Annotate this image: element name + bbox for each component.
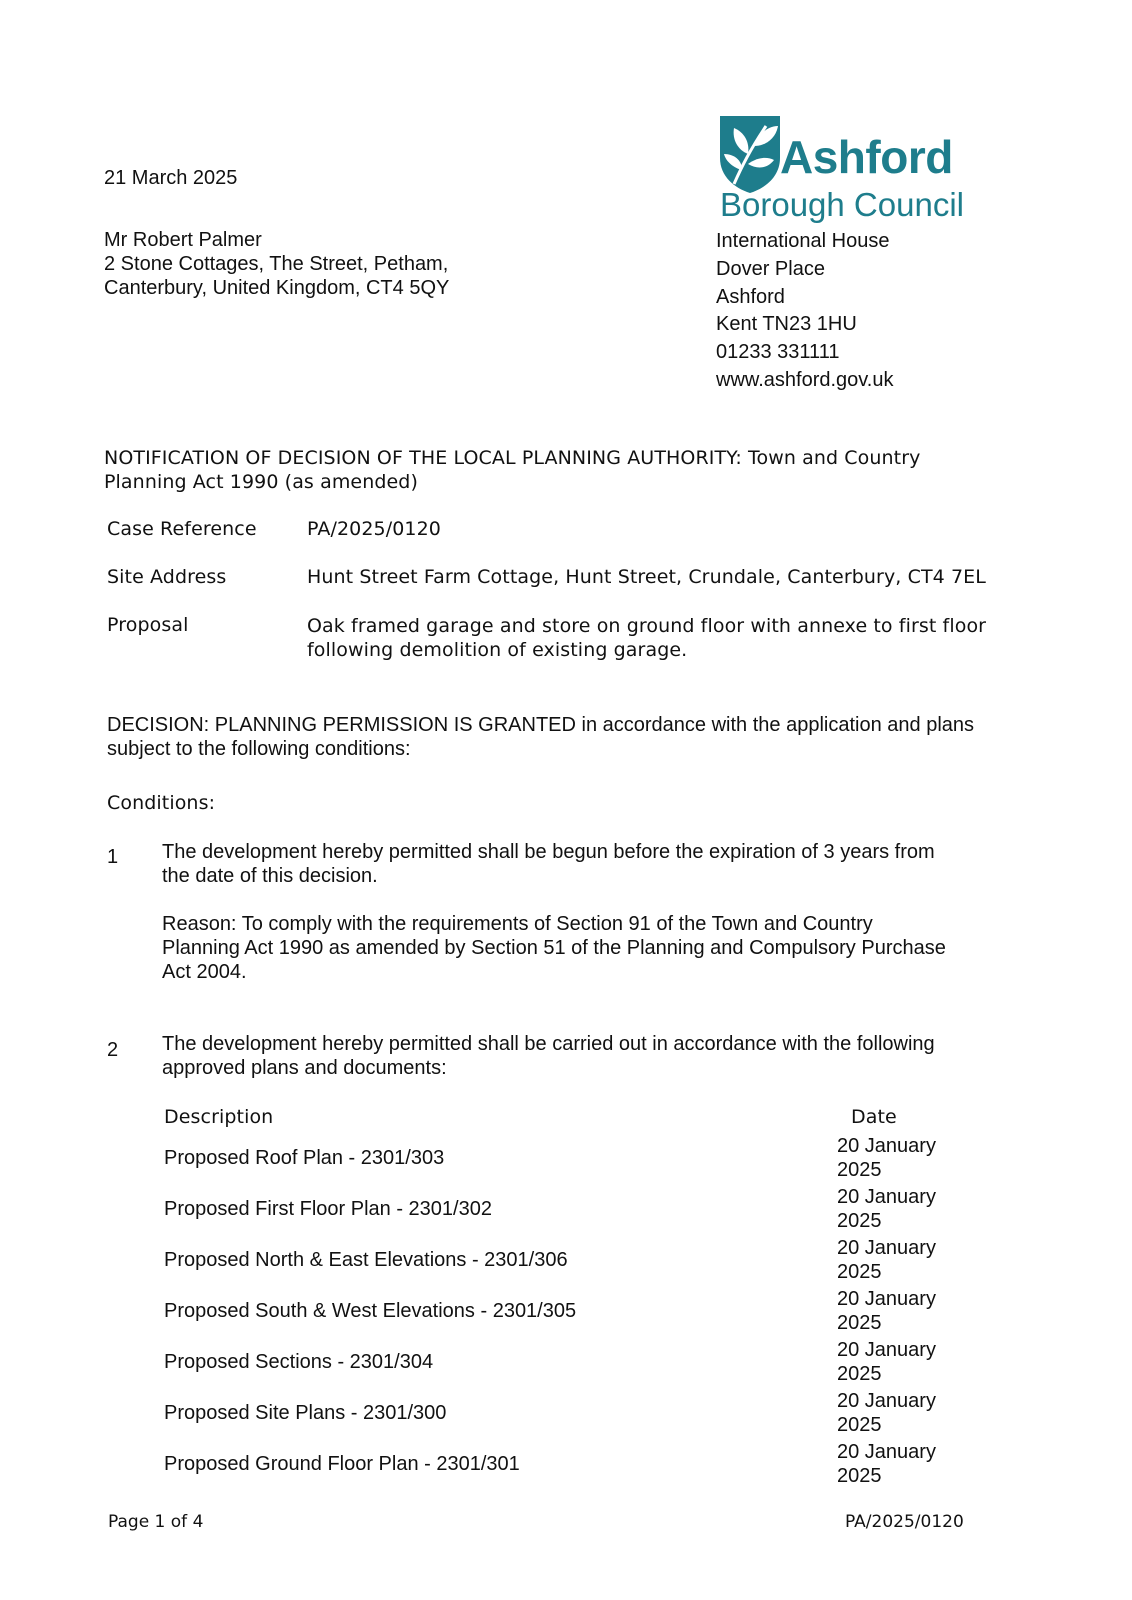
plan-date-line1: 20 January: [837, 1237, 936, 1259]
recipient-name: Mr Robert Palmer: [104, 229, 262, 251]
footer-reference: PA/2025/0120: [845, 1512, 964, 1532]
plans-header-description: Description: [164, 1106, 274, 1128]
table-row: [164, 1236, 1004, 1286]
plan-date-line1: 20 January: [837, 1186, 936, 1208]
table-row: [164, 1338, 1004, 1388]
plans-table: [164, 1134, 1004, 1494]
table-row: [164, 1134, 1004, 1184]
logo-wordmark-ashford: Ashford: [780, 131, 953, 183]
case-reference-value: PA/2025/0120: [307, 518, 441, 540]
plan-date-line1: 20 January: [837, 1135, 936, 1157]
proposal-line1: Oak framed garage and store on ground floor with annexe to first floor: [307, 615, 987, 637]
plan-description: Proposed First Floor Plan - 2301/302: [164, 1198, 492, 1220]
condition-1-reason-line2: Planning Act 1990 as amended by Section 51 of the Planning and Compulsory Purchase: [162, 937, 946, 959]
plan-date-line2: 2025: [837, 1159, 882, 1181]
logo-wordmark-borough-council: Borough Council: [720, 186, 964, 223]
condition-1-line1: The development hereby permitted shall be begun before the expiration of 3 years from: [162, 841, 935, 863]
plan-date-line1: 20 January: [837, 1339, 936, 1361]
conditions-heading: Conditions:: [107, 792, 216, 814]
plan-date-line2: 2025: [837, 1312, 882, 1334]
plan-description: Proposed Ground Floor Plan - 2301/301: [164, 1453, 520, 1475]
table-row: [164, 1440, 1004, 1490]
council-shield-icon: [718, 114, 782, 194]
plan-date: [837, 1440, 957, 1488]
council-address-line: Dover Place: [716, 257, 825, 280]
case-reference-label: Case Reference: [107, 518, 257, 540]
recipient-address-line1: 2 Stone Cottages, The Street, Petham,: [104, 253, 449, 275]
condition-2-number: 2: [107, 1039, 119, 1061]
plan-date: [837, 1338, 957, 1386]
plan-description: Proposed North & East Elevations - 2301/306: [164, 1249, 568, 1271]
plan-date: [837, 1389, 957, 1437]
council-address-line: Ashford: [716, 285, 785, 308]
table-row: [164, 1185, 1004, 1235]
letter-date: 21 March 2025: [104, 167, 238, 189]
plan-date: [837, 1185, 957, 1233]
site-address-label: Site Address: [107, 566, 227, 588]
plan-date: [837, 1134, 957, 1182]
plan-date-line2: 2025: [837, 1465, 882, 1487]
condition-1-text: [162, 840, 935, 888]
decision-line2: subject to the following conditions:: [107, 738, 411, 760]
plan-date-line2: 2025: [837, 1261, 882, 1283]
plan-description: Proposed Sections - 2301/304: [164, 1351, 434, 1373]
plan-description: Proposed Roof Plan - 2301/303: [164, 1147, 445, 1169]
council-phone: 01233 331111: [716, 341, 840, 364]
proposal-label: Proposal: [107, 614, 189, 636]
condition-1-reason-line3: Act 2004.: [162, 961, 247, 983]
recipient-address: [104, 228, 449, 300]
notification-heading-line2: Planning Act 1990 (as amended): [104, 471, 418, 493]
notification-heading: [104, 446, 921, 494]
council-logo: [718, 114, 964, 224]
plan-date-line1: 20 January: [837, 1288, 936, 1310]
condition-2-text: [162, 1032, 935, 1080]
condition-1-number: 1: [107, 846, 119, 868]
council-address-line: International House: [716, 230, 890, 252]
council-address-line: Kent TN23 1HU: [716, 313, 857, 336]
condition-2-line1: The development hereby permitted shall be carried out in accordance with the following: [162, 1033, 935, 1055]
plans-header-date: Date: [851, 1106, 897, 1128]
recipient-address-line2: Canterbury, United Kingdom, CT4 5QY: [104, 277, 450, 299]
decision-line1: DECISION: PLANNING PERMISSION IS GRANTED in accordance with the application and plans: [107, 714, 975, 736]
council-address: [716, 228, 894, 395]
decision-statement: [107, 713, 974, 761]
plan-date-line2: 2025: [837, 1414, 882, 1436]
plan-date-line1: 20 January: [837, 1390, 936, 1412]
proposal-line2: following demolition of existing garage.: [307, 639, 688, 661]
site-address-value: Hunt Street Farm Cottage, Hunt Street, Crundale, Canterbury, CT4 7EL: [307, 566, 986, 588]
plan-date: [837, 1287, 957, 1335]
condition-1-reason-line1: Reason: To comply with the requirements of Section 91 of the Town and Country: [162, 913, 873, 935]
plan-date-line1: 20 January: [837, 1441, 936, 1463]
proposal-value: [307, 614, 986, 662]
plan-date-line2: 2025: [837, 1363, 882, 1385]
plan-date-line2: 2025: [837, 1210, 882, 1232]
condition-1-line2: the date of this decision.: [162, 865, 378, 887]
condition-1-reason: [162, 912, 946, 984]
plan-description: Proposed South & West Elevations - 2301/305: [164, 1300, 577, 1322]
plan-description: Proposed Site Plans - 2301/300: [164, 1402, 447, 1424]
notification-heading-line1: NOTIFICATION OF DECISION OF THE LOCAL PLANNING AUTHORITY: Town and Country: [104, 447, 921, 469]
condition-2-line2: approved plans and documents:: [162, 1057, 447, 1079]
council-website: www.ashford.gov.uk: [716, 368, 894, 391]
table-row: [164, 1389, 1004, 1439]
footer-page-number: Page 1 of 4: [108, 1512, 204, 1532]
plan-date: [837, 1236, 957, 1284]
table-row: [164, 1287, 1004, 1337]
